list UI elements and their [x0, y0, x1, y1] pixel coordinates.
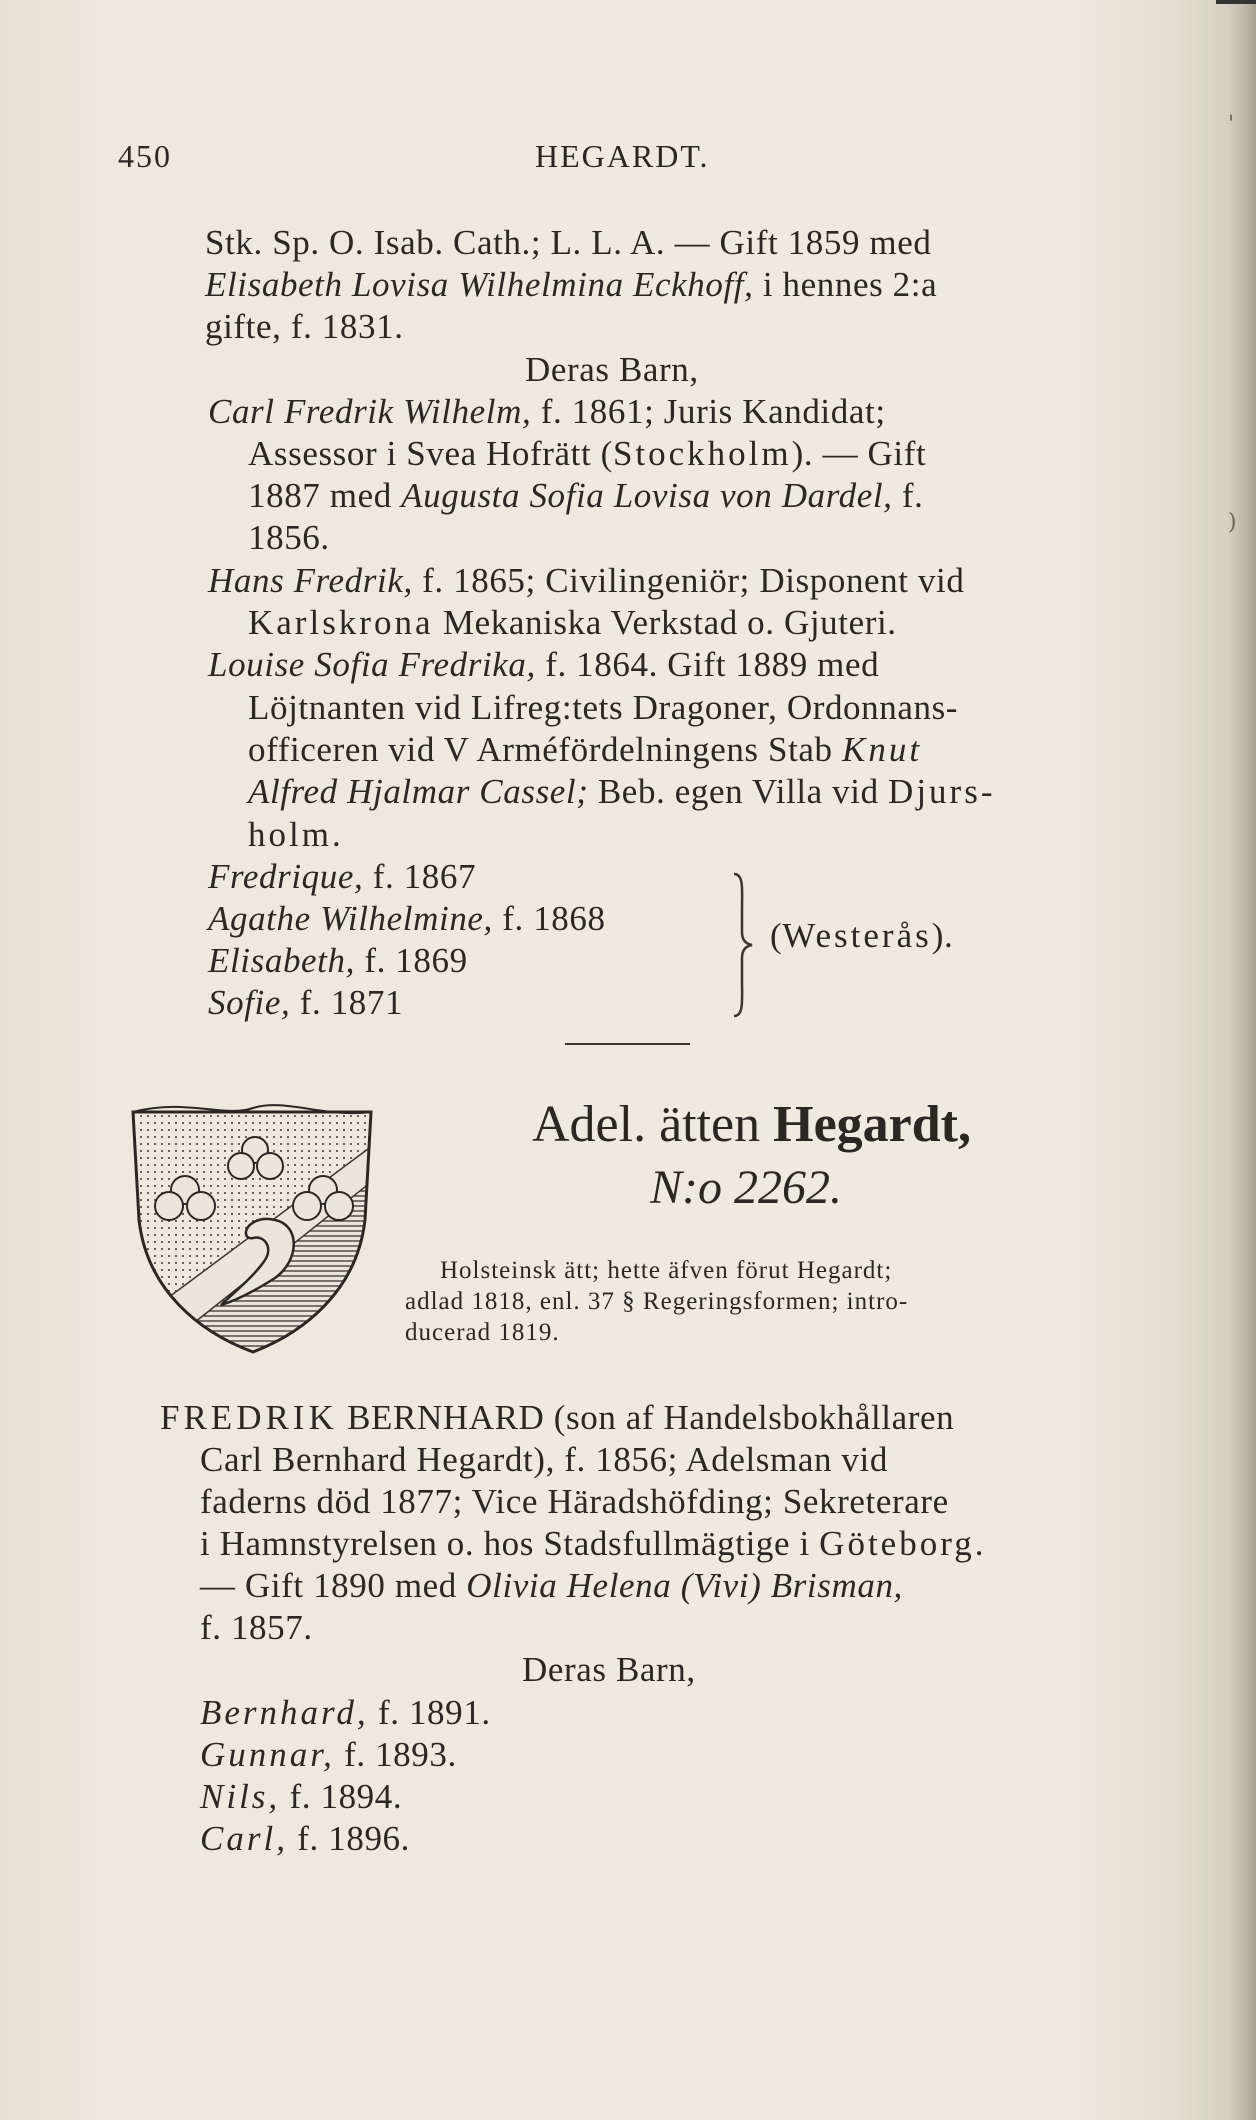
- text-fragment: Mekaniska Verkstad o. Gjuteri.: [433, 603, 897, 642]
- person-name: Alfred Hjalmar Cassel;: [248, 772, 589, 811]
- child-entry: [200, 1734, 457, 1776]
- place-name: Karlskrona: [248, 603, 434, 642]
- person-name: Olivia Helena (Vivi) Brisman,: [466, 1566, 903, 1605]
- text-fragment: f. 1869: [354, 941, 468, 980]
- place-name: Djurs-: [888, 772, 996, 811]
- text-line: [248, 433, 926, 475]
- margin-mark: ): [1228, 510, 1237, 535]
- text-line: Carl Bernhard Hegardt), f. 1856; Adelsman vid: [200, 1440, 888, 1479]
- person-name: Hans Fredrik,: [208, 561, 413, 600]
- child-entry: [208, 644, 879, 686]
- text-fragment: f. 1861; Juris Kandidat;: [531, 392, 886, 431]
- page-edge: [1228, 0, 1256, 2120]
- text-fragment: Beb. egen Villa vid: [588, 772, 889, 811]
- text-fragment: ).: [931, 916, 954, 955]
- person-name: FREDRIK: [160, 1398, 338, 1437]
- section-note-line: adlad 1818, enl. 37 § Regeringsformen; intro-: [405, 1288, 909, 1315]
- place-note: [770, 915, 953, 957]
- person-name: Carl Fredrik Wilhelm,: [208, 392, 532, 431]
- text-fragment: — Gift 1890 med: [200, 1566, 467, 1605]
- text-fragment: f. 1864. Gift 1889 med: [535, 645, 880, 684]
- text-line: 1856.: [248, 518, 330, 557]
- person-name: Carl,: [200, 1819, 288, 1858]
- text-fragment: N:o 2262.: [650, 1161, 842, 1214]
- text-fragment: ). — Gift: [791, 434, 927, 473]
- text-fragment: Assessor i Svea Hofrätt (: [248, 434, 613, 473]
- text-fragment: f. 1896.: [287, 1819, 411, 1858]
- child-entry: [208, 560, 964, 602]
- text-line: f. 1857.: [200, 1608, 313, 1647]
- text-fragment: 1887 med: [248, 476, 402, 515]
- child-entry: [208, 940, 468, 982]
- person-name: Nils,: [200, 1777, 281, 1816]
- text-fragment: f. 1865; Civilingeniör; Disponent vid: [412, 561, 965, 600]
- person-name: Elisabeth Lovisa Wilhelmina Eckhoff,: [205, 265, 754, 304]
- person-name: Augusta Sofia Lovisa von Dardel,: [401, 476, 893, 515]
- text-fragment: f. 1871: [290, 983, 404, 1022]
- text-line: [248, 771, 995, 813]
- place-name: Stockholm: [612, 434, 792, 473]
- coat-of-arms-shield-icon: [125, 1100, 380, 1360]
- place-name: holm.: [248, 815, 344, 854]
- child-entry: [200, 1818, 410, 1860]
- child-entry: [208, 898, 606, 940]
- main-entry: [160, 1397, 954, 1439]
- text-fragment: Adel. ätten: [532, 1096, 774, 1153]
- place-name: Westerås: [782, 916, 932, 955]
- section-title: [532, 1095, 971, 1155]
- text-line: [248, 814, 344, 856]
- curly-brace-icon: [728, 870, 756, 1020]
- text-fragment: f. 1868: [492, 899, 606, 938]
- section-number: [650, 1160, 842, 1216]
- child-entry: [208, 982, 403, 1024]
- person-name: Sofie,: [208, 983, 291, 1022]
- margin-mark: ': [1228, 112, 1235, 137]
- text-line: [248, 475, 924, 517]
- person-name: Bernhard,: [200, 1693, 369, 1732]
- child-entry: [200, 1692, 491, 1734]
- child-entry: [208, 856, 476, 898]
- separator-rule: [565, 1043, 690, 1045]
- person-name: Agathe Wilhelmine,: [208, 899, 493, 938]
- text-line: Stk. Sp. O. Isab. Cath.; L. L. A. — Gift 1859 med: [205, 223, 932, 262]
- text-line: gifte, f. 1831.: [205, 307, 404, 346]
- text-fragment: (: [770, 916, 783, 955]
- text-fragment: i Hamnstyrelsen o. hos Stadsfullmägtige i: [200, 1524, 820, 1563]
- person-name: Louise Sofia Fredrika,: [208, 645, 536, 684]
- person-name: Knut: [841, 730, 923, 769]
- text-line: [200, 1523, 986, 1565]
- person-name: Elisabeth,: [208, 941, 355, 980]
- page-number: 450: [118, 138, 172, 174]
- page-edge-top: [1216, 0, 1256, 4]
- text-fragment: officeren vid V Arméfördelningens Stab: [248, 730, 842, 769]
- text-fragment: i hennes 2:a: [753, 265, 938, 304]
- text-line: [248, 729, 922, 771]
- text-line: [205, 264, 937, 306]
- text-fragment: f. 1893.: [334, 1735, 457, 1774]
- section-note-line: Holsteinsk ätt; hette äfven förut Hegardt;: [440, 1257, 893, 1284]
- person-name: Fredrique,: [208, 857, 364, 896]
- running-title: HEGARDT.: [535, 138, 710, 174]
- text-fragment: f. 1867: [363, 857, 477, 896]
- text-line: faderns död 1877; Vice Häradshöfding; Sekreterare: [200, 1482, 949, 1521]
- text-fragment: BERNHARD (son af Handelsbokhållaren: [337, 1398, 955, 1437]
- text-fragment: f. 1894.: [280, 1777, 403, 1816]
- person-name: Gunnar,: [200, 1735, 335, 1774]
- section-subheading: Deras Barn,: [525, 350, 699, 389]
- section-note-line: ducerad 1819.: [405, 1319, 560, 1346]
- place-name: Göteborg.: [819, 1524, 987, 1563]
- text-line: [248, 602, 897, 644]
- text-fragment: f. 1891.: [368, 1693, 491, 1732]
- family-name: Hegardt,: [773, 1096, 971, 1153]
- text-line: [200, 1565, 903, 1607]
- child-entry: [200, 1776, 402, 1818]
- section-subheading: Deras Barn,: [522, 1650, 696, 1689]
- text-fragment: f.: [892, 476, 924, 515]
- child-entry: [208, 391, 886, 433]
- text-line: Löjtnanten vid Lifreg:tets Dragoner, Ordonnans-: [248, 688, 959, 727]
